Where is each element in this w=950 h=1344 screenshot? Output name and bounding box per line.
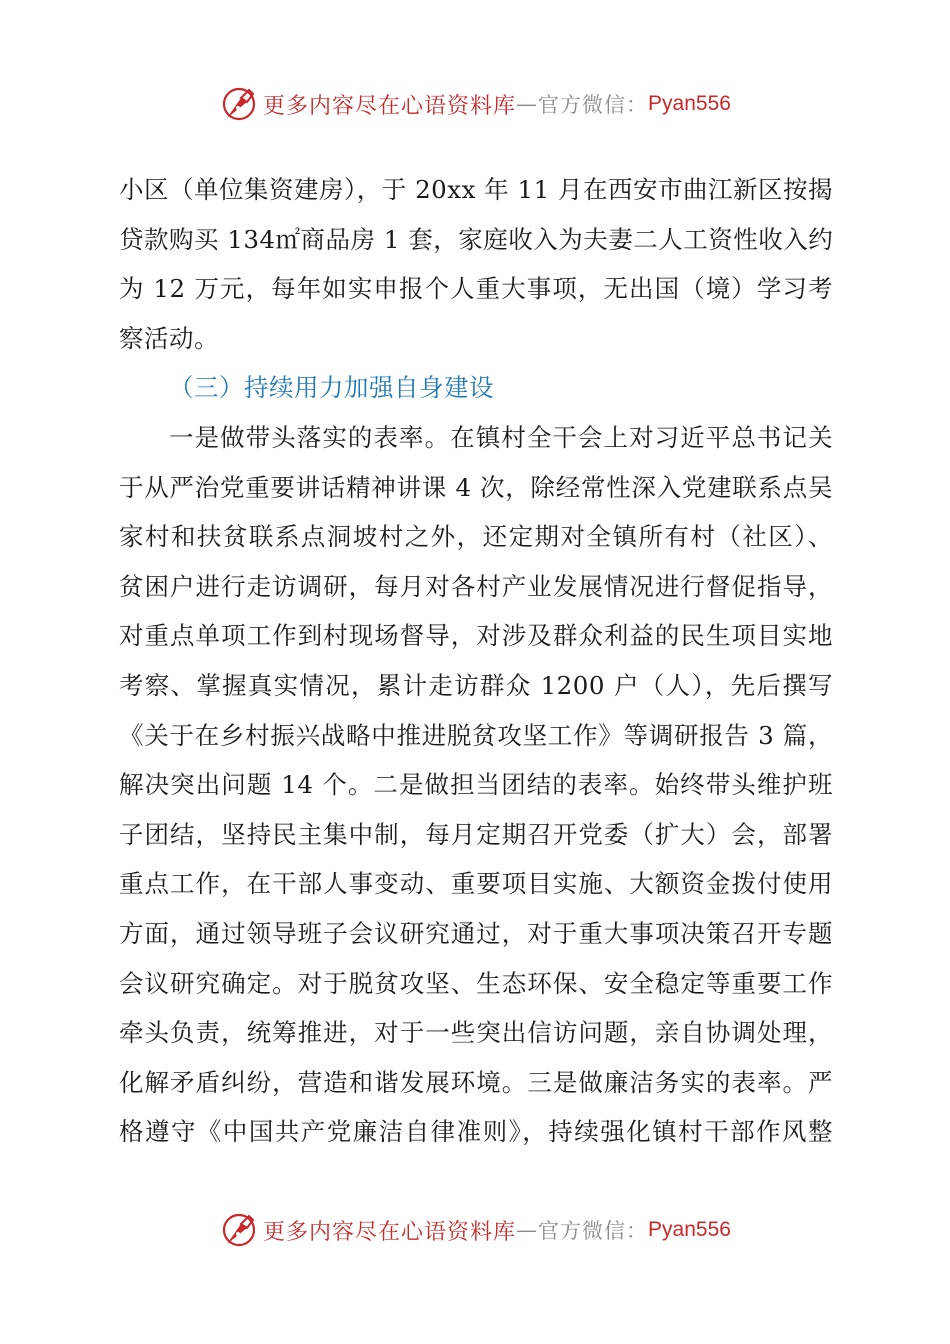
paragraph-line: 家村和扶贫联系点洞坡村之外，还定期对全镇所有村（社区）、 [119,522,833,552]
paragraph-line: 贫困户进行走访调研，每月对各村产业发展情况进行督促指导， [119,571,833,601]
section-heading: （三）持续用力加强自身建设 [169,373,494,403]
paragraph-line: 格遵守《中国共产党廉洁自律准则》，持续强化镇村干部作风整 [119,1117,833,1147]
paragraph-line: 牵头负责，统筹推进，对于一些突出信访问题，亲自协调处理， [119,1018,833,1048]
watermark-subtitle: 官方微信： [538,1219,649,1243]
paragraph-line: 对重点单项工作到村现场督导，对涉及群众利益的民生项目实地 [119,621,833,651]
paragraph-line: 小区（单位集资建房），于 20xx 年 11 月在西安市曲江新区按揭 [119,175,833,204]
paragraph-line: 解决突出问题 14 个。二是做担当团结的表率。始终带头维护班 [119,770,833,800]
watermark-header [0,82,950,126]
paragraph-line: 于从严治党重要讲话精神讲课 4 次，除经常性深入党建联系点吴 [119,472,833,502]
paragraph-line: 化解矛盾纠纷，营造和谐发展环境。三是做廉洁务实的表率。严 [119,1067,833,1097]
watermark-dash: — [516,1218,539,1242]
watermark-wechat-id: Pyan556 [648,92,731,115]
paragraph-line: 贷款购买 134㎡商品房 1 套，家庭收入为夫妻二人工资性收入约 [119,224,833,254]
watermark-footer [0,1208,950,1252]
pen-nib-logo-icon [219,1210,259,1250]
watermark-wechat-id: Pyan556 [648,1218,731,1241]
paragraph-line: 《关于在乡村振兴战略中推进脱贫攻坚工作》等调研报告 3 篇， [119,720,833,750]
paragraph-line: 为 12 万元，每年如实申报个人重大事项，无出国（境）学习考 [119,274,833,304]
watermark-title: 更多内容尽在心语资料库 [263,93,517,119]
watermark-title: 更多内容尽在心语资料库 [263,1219,517,1245]
paragraph-line: 察活动。 [119,323,219,353]
watermark-subtitle: 官方微信： [538,93,649,117]
paragraph-line: 一是做带头落实的表率。在镇村全干会上对习近平总书记关 [169,422,833,452]
document-body [119,165,833,1157]
paragraph-line: 方面，通过领导班子会议研究通过，对于重大事项决策召开专题 [119,918,833,948]
watermark-dash: — [516,92,539,116]
paragraph-line: 子团结，坚持民主集中制，每月定期召开党委（扩大）会，部署 [119,819,833,849]
paragraph-line: 考察、掌握真实情况，累计走访群众 1200 户（人），先后撰写 [119,670,833,700]
paragraph-line: 重点工作，在干部人事变动、重要项目实施、大额资金拨付使用 [119,869,833,899]
paragraph-line: 会议研究确定。对于脱贫攻坚、生态环保、安全稳定等重要工作 [119,968,833,998]
pen-nib-logo-icon [219,84,259,124]
